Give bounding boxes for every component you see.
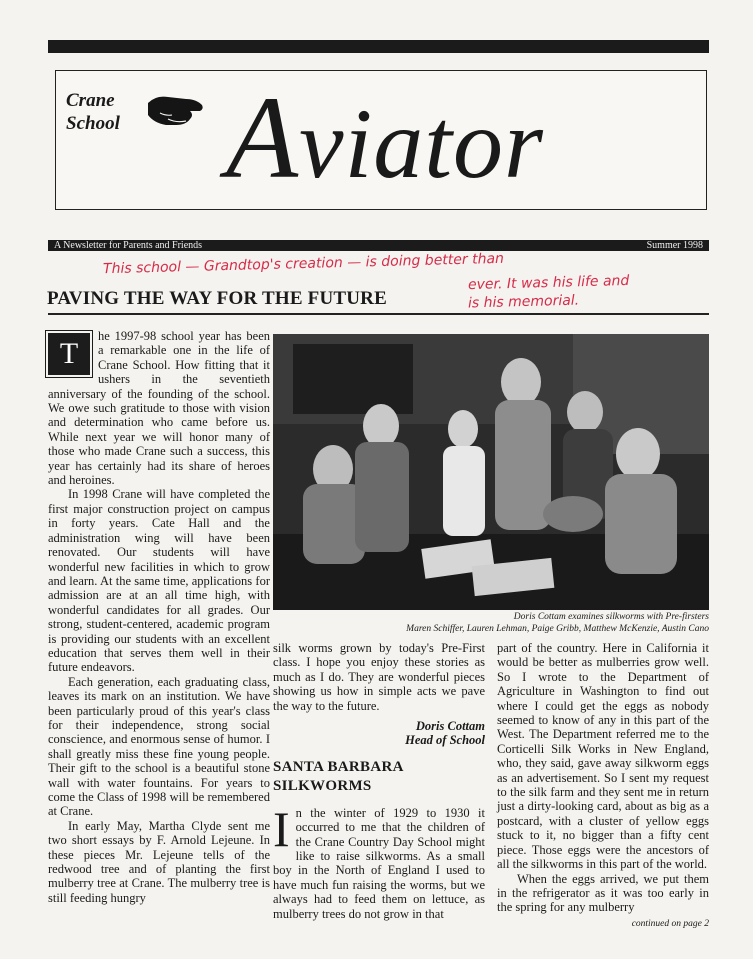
article1-paragraph4: In early May, Martha Clyde sent me two short essays by F. Arnold Lejeune. In these pieces Mr. Lejeune tells of the redwood tree and of planting the first mulberry tree at Crane. The mulberry tree is still feeding hungry — [48, 818, 270, 905]
article2-title-line2: SILKWORMS — [273, 777, 372, 794]
top-rule-bar — [48, 40, 709, 53]
photo-caption-line2: Maren Schiffer, Lauren Lehman, Paige Gribb, Matthew McKenzie, Austin Cano — [406, 623, 709, 634]
school-name — [66, 89, 120, 135]
photo-illustration — [273, 334, 709, 610]
signature-name: Doris Cottam — [415, 719, 485, 734]
photo-caption-line1: Doris Cottam examines silkworms with Pre-firsters — [513, 612, 709, 622]
article2-paragraph2: When the eggs arrived, we put them in the refrigerator as it was too early in the spring for any mulberry — [497, 871, 709, 915]
column-2 — [273, 641, 485, 921]
handwritten-note-line2: ever. It was his life and — [467, 272, 630, 294]
article2-paragraph1b: part of the country. Here in California it would be better as mulberries grow well. So I wrote to the Department of Agriculture in Washington to find out where I could get the eggs as nobody seemed to know of any in this part of the West. The Department referred me to the Corticelli Silk Works in New England, who, they said, gave away silkworm eggs as an advertisement. So I sent my request to the silk farm and they sent me in return just a dirty-looking card, about as big as a postcard, with a cluster of yellow eggs stuck to it, no bigger than a fifty cent piece. Those eggs were the ancestors of all the silkworms in this part of the world. — [497, 641, 709, 872]
dropcap-t: T — [48, 333, 90, 375]
title-cap-letter: A — [226, 72, 300, 203]
article2-title-line1: SANTA BARBARA — [273, 758, 404, 775]
pointing-hand-icon — [146, 89, 206, 131]
newsletter-tagline: A Newsletter for Parents and Friends — [54, 240, 203, 251]
photo-caption — [273, 612, 709, 635]
school-name-line2: School — [66, 113, 120, 134]
subtitle-bar — [48, 240, 709, 251]
school-name-line1: Crane — [66, 90, 115, 111]
article2-title — [273, 758, 485, 796]
column-1 — [48, 329, 270, 905]
article1-paragraph2: In 1998 Crane will have completed the first major construction project on campus in forty years. Cate Hall and the administration wing will have been renovated. Our students will have wonderful new facilities in which to grow and learn. At the same time, applications for admission are at an all time high, with wonderful candidates for all grades. Our strong, student-centered, academic program is providing our students with an excellent education that serves them well in their future endeavors. — [48, 487, 270, 675]
classroom-photo — [273, 334, 709, 610]
handwritten-note-line1: This school — Grandtop's creation — is doing better than — [102, 250, 505, 278]
masthead — [55, 70, 707, 210]
column-3 — [497, 641, 709, 931]
article2-paragraph1a: n the winter of 1929 to 1930 it occurred to me that the children of the Crane Country Day School might like to raise silkworms. As a small boy in the North of England I used to have much fun raising the worms, but we always had to feed them on lettuce, as mulberry trees do not grow in that — [273, 805, 485, 921]
title-rest: viator — [299, 88, 544, 199]
headline: PAVING THE WAY FOR THE FUTURE — [47, 288, 387, 309]
dropcap-i: I — [273, 800, 290, 857]
headline-rule — [48, 313, 709, 315]
article1-paragraph1: he 1997-98 school year has been a remarkable one in the life of Crane School. How fitting that it ushers in the seventieth anniversary of the founding of the school. We owe such gratitude to those with vision and determination who came before us. While next year we will honor many of those who made Crane such a success, this year has certainly had its share of heroes and heroines. — [48, 329, 270, 488]
article1-paragraph3: Each generation, each graduating class, leaves its mark on an institution. We have been particularly proud of this year's class for their independence, strong social conscience, and enormous sense of humor. I shall greatly miss these fine young people. Their gift to the school is a beautiful stone wall with water fountains. For years to come the Class of 1998 will be remembered at Crane. — [48, 674, 270, 819]
article1-paragraph5: silk worms grown by today's Pre-First class. I hope you enjoy these stories as much as I do. They are wonderful pieces showing us how in simple acts we pave the way to the future. — [273, 641, 485, 713]
handwritten-note-line3: is his memorial. — [467, 292, 580, 312]
continued-note: continued on page 2 — [631, 918, 709, 929]
newsletter-title — [226, 72, 544, 203]
signature-title: Head of School — [405, 733, 485, 748]
issue-date: Summer 1998 — [646, 240, 703, 251]
